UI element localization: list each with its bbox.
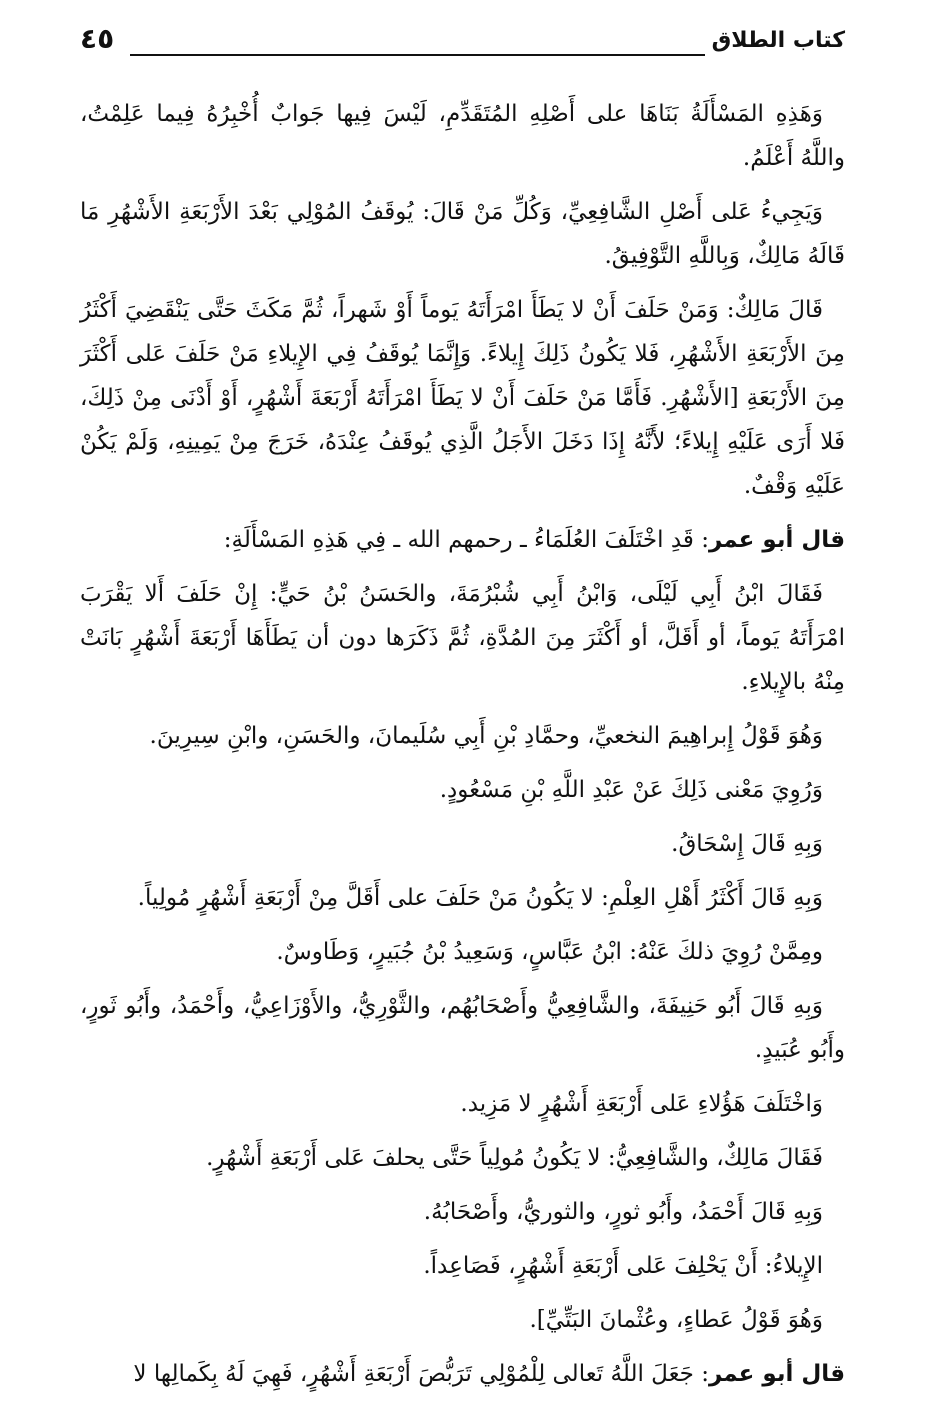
paragraph-text: وَبِهِ قَالَ أَحْمَدُ، وأَبُو ثورٍ، والثوريُّ، وأَصْحَابُهُ. [423, 1199, 823, 1225]
paragraph-text: وَهُوَ قَوْلُ إِبراهِيمَ النخعيِّ، وحمَّادِ بْنِ أَبِي سُلَيمانَ، والحَسَنِ، وابْنِ سِيرِينَ. [149, 723, 823, 749]
paragraph-text: وَهَذِهِ المَسْأَلَةُ بَنَاهَا على أَصْلِهِ المُتَقَدِّمِ، لَيْسَ فِيها جَوابٌ أُخْبِرُهُ فِيما عَلِمْتُ، واللَّهُ أَعْلَمُ. [80, 101, 845, 171]
page-header [80, 22, 845, 62]
paragraph [80, 1298, 845, 1342]
paragraph-text: : جَعَلَ اللَّهُ تَعالى لِلْمُوْلِي تَرَبُّصَ أَرْبَعَةِ أَشْهُرٍ، فَهِيَ لَهُ بِكَمالِها لا [133, 1361, 709, 1387]
header-rule [130, 54, 705, 56]
paragraph-text: وَرُوِيَ مَعْنى ذَلِكَ عَنْ عَبْدِ اللَّهِ بْنِ مَسْعُودٍ. [439, 777, 823, 803]
paragraph [80, 288, 845, 508]
paragraph-text: وَاخْتَلَفَ هَؤُلاءِ عَلى أَرْبَعَةِ أَشْهُرٍ لا مَزِيد. [460, 1091, 823, 1117]
paragraph [80, 876, 845, 920]
paragraph-text: وَهُوَ قَوْلُ عَطاءٍ، وعُثْمانَ البَتِّيِّ]. [529, 1307, 823, 1333]
paragraph [80, 984, 845, 1072]
paragraph-text: فَقَالَ مَالِكٌ، والشَّافِعِيُّ: لا يَكُونُ مُولِياً حَتَّى يحلفَ عَلى أَرْبَعَةِ أَشْهُرٍ. [206, 1145, 823, 1171]
paragraph [80, 768, 845, 812]
paragraph [80, 1352, 845, 1396]
paragraph-text: وَبِهِ قَالَ أَبُو حَنِيفَةَ، والشَّافِعِيُّ وأَصْحَابُهُم، والثَّوْرِيُّ، والأَوْزَاعِيُّ، وأَحْمَدُ، وأَبُو ثَورٍ، وأَبُو عُبَيدٍ. [80, 993, 845, 1063]
paragraph [80, 518, 845, 562]
paragraph [80, 92, 845, 180]
paragraph [80, 714, 845, 758]
paragraph-text: وَيَجِيءُ عَلى أَصْلِ الشَّافِعِيِّ، وَكُلِّ مَنْ قَالَ: يُوقَفُ المُوْلِي بَعْدَ الأَرْبَعَةِ الأَشْهُرِ مَا قَالَهُ مَالِكٌ، وَبِاللَّهِ التَّوْفِيقُ. [80, 199, 845, 269]
paragraph-text: وَبِهِ قَالَ أَكْثَرُ أَهْلِ العِلْمِ: لا يَكُونُ مَنْ حَلَفَ على أَقَلَّ مِنْ أَرْبَعَةِ أَشْهُرٍ مُولِياً. [137, 885, 823, 911]
paragraph-text: ومِمَّنْ رُوِيَ ذلكَ عَنْهُ: ابْنُ عَبَّاسٍ، وَسَعِيدُ بْنُ جُبَيرٍ، وَطَاوسٌ. [276, 939, 823, 965]
paragraph [80, 1244, 845, 1288]
page-number: ٤٥ [80, 22, 115, 55]
paragraph [80, 1082, 845, 1126]
body-text [80, 92, 845, 1406]
paragraph [80, 822, 845, 866]
paragraph-text: فَقَالَ ابْنُ أَبِي لَيْلَى، وَابْنُ أَبِي شُبْرُمَةَ، والحَسَنُ بْنُ حَيٍّ: إِنْ حَلَفَ أَلا يَقْرَبَ امْرَأَتَهُ يَوماً، أو أَقَلَّ، أو أَكْثَرَ مِنَ المُدَّةِ، ثُمَّ ذَكَرَها دون أن يَطَأَهَا أَرْبَعَةَ أَشْهُرٍ بَانَتْ مِنْهُ بالإِيلاءِ. [80, 581, 845, 695]
paragraph [80, 1190, 845, 1234]
paragraph-lead: قال أبو عمر [708, 1361, 845, 1387]
paragraph [80, 572, 845, 704]
paragraph-text: وَبِهِ قَالَ إِسْحَاقُ. [671, 831, 823, 857]
paragraph-text: الإِيلاءُ: أَنْ يَحْلِفَ عَلى أَرْبَعَةِ أَشْهُرٍ، فَصَاعِداً. [423, 1253, 823, 1279]
paragraph-lead: قال أبو عمر [708, 527, 845, 553]
book-title: كتاب الطلاق [711, 28, 845, 53]
paragraph-text: قَالَ مَالِكٌ: وَمَنْ حَلَفَ أَنْ لا يَطَأَ امْرَأَتَهُ يَوماً أَوْ شَهراً، ثُمَّ مَكَثَ حَتَّى يَنْقَضِيَ أَكْثَرُ مِنَ الأَرْبَعَةِ الأَشْهُرِ، فَلا يَكُونُ ذَلِكَ إِيلاءً. وَإِنَّمَا يُوقَفُ فِي الإِيلاءِ مَنْ حَلَفَ عَلى أَكْثَرَ مِنَ الأَرْبَعَةِ [الأَشْهُرِ. فَأَمَّا مَنْ حَلَفَ أَنْ لا يَطَأَ امْرَأَتَهُ أَرْبَعَةَ أَشْهُرٍ، أَوْ أَدْنَى مِنْ ذَلِكَ، فَلا أَرَى عَلَيْهِ إِيلاءً؛ لأَنَّهُ إِذَا دَخَلَ الأَجَلُ الَّذِي يُوقَفُ عِنْدَهُ، خَرَجَ مِنْ يَمِينِهِ، وَلَمْ يَكُنْ عَلَيْهِ وَقْفٌ. [80, 297, 845, 499]
paragraph [80, 1136, 845, 1180]
paragraph [80, 930, 845, 974]
paragraph-text: : قَدِ اخْتَلَفَ العُلَمَاءُ ـ رحمهم الله ـ فِي هَذِهِ المَسْأَلَةِ: [223, 527, 709, 553]
paragraph [80, 190, 845, 278]
